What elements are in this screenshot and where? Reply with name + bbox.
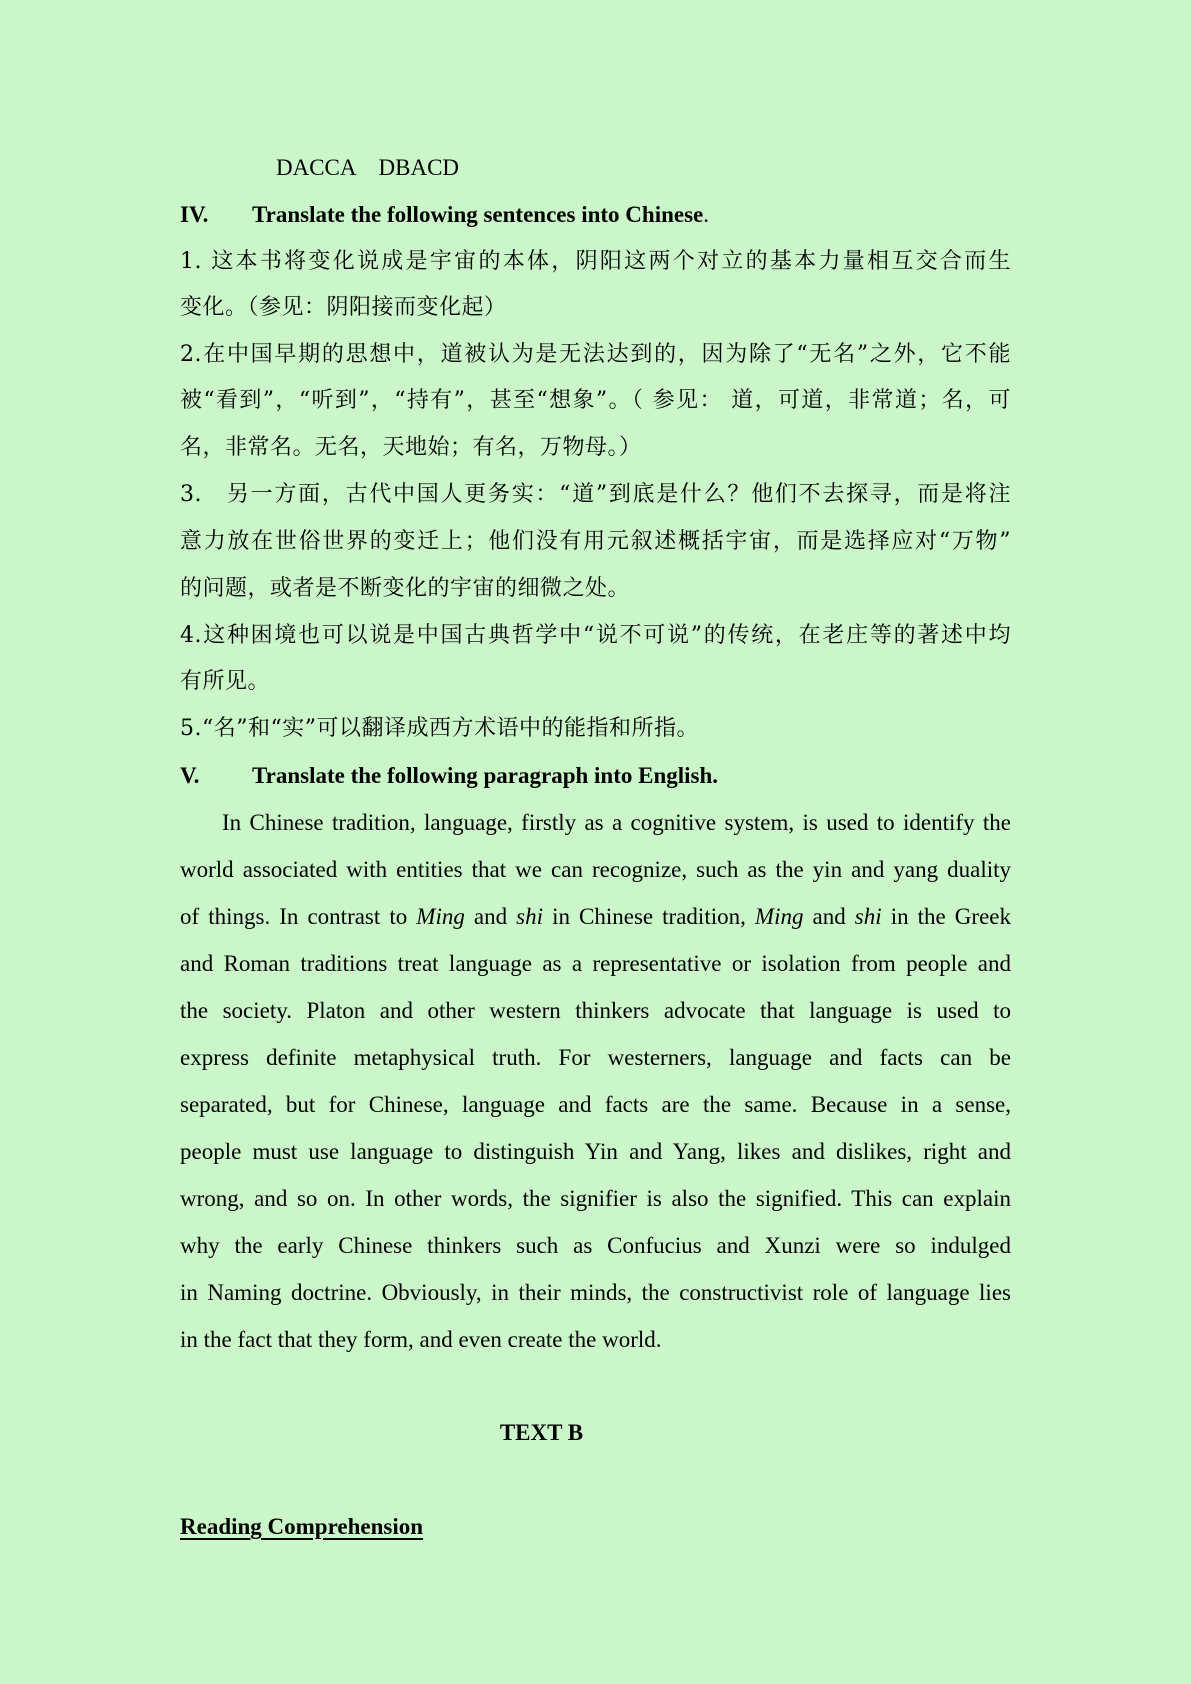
italic-term: Ming — [416, 904, 465, 929]
section-iv-number: IV. — [180, 202, 209, 227]
section-v-number: V. — [180, 763, 200, 788]
paragraph-line-5: the society. Platon and other western thinkers advocate that language is used to — [180, 998, 1011, 1023]
cn-line-1: 1. 这本书将变化说成是宇宙的本体，阴阳这两个对立的基本力量相互交合而生 — [180, 249, 1011, 274]
cn-line-9: 4.这种困境也可以说是中国古典哲学中“说不可说”的传统，在老庄等的著述中均 — [180, 623, 1011, 648]
section-iv-title: Translate the following sentences into Chinese — [252, 202, 704, 227]
answer-group-1: DACCA — [276, 155, 357, 180]
cn-line-11: 5.“名”和“实”可以翻译成西方术语中的能指和所指。 — [180, 716, 699, 741]
cn-line-10: 有所见。 — [180, 669, 271, 694]
cn-line-7: 意力放在世俗世界的变迁上；他们没有用元叙述概括宇宙，而是选择应对“万物” — [180, 529, 1011, 554]
cn-line-6: 3. 另一方面，古代中国人更务实：“道”到底是什么？他们不去探寻，而是将注 — [180, 482, 1011, 507]
reading-comprehension-label: Reading Comprehension — [180, 1514, 424, 1539]
section-iv-period: . — [703, 202, 710, 227]
section-iv-heading — [180, 200, 1011, 230]
paragraph-line-4: and Roman traditions treat language as a representative or isolation from people and — [180, 951, 1011, 976]
paragraph-line-12: in the fact that they form, and even create the world. — [180, 1327, 662, 1352]
text-b-title: TEXT B — [499, 1420, 584, 1445]
section-v-heading — [180, 761, 1011, 791]
paragraph-text: and — [803, 904, 855, 929]
italic-term: Ming — [754, 904, 804, 929]
paragraph-line-9: wrong, and so on. In other words, the signifier is also the signified. This can explain — [180, 1186, 1011, 1211]
italic-term: shi — [854, 904, 882, 929]
cn-line-8: 的问题，或者是不断变化的宇宙的细微之处。 — [180, 576, 631, 601]
answer-key — [276, 153, 459, 183]
paragraph-line-10: why the early Chinese thinkers such as Confucius and Xunzi were so indulged — [180, 1233, 1011, 1258]
paragraph-text: in Chinese tradition, — [543, 904, 755, 929]
paragraph-line-8: people must use language to distinguish Yin and Yang, likes and dislikes, right and — [180, 1139, 1011, 1164]
cn-line-5: 名，非常名。无名，天地始；有名，万物母。） — [180, 435, 642, 460]
reading-comprehension-heading — [180, 1512, 1011, 1542]
paragraph-line-2: world associated with entities that we can recognize, such as the yin and yang duality — [180, 857, 1011, 882]
cn-line-2: 变化。（参见：阴阳接而变化起） — [180, 295, 507, 320]
paragraph-text: and — [464, 904, 517, 929]
paragraph-line-1: In Chinese tradition, language, firstly as a cognitive system, is used to identify the — [222, 810, 1011, 835]
cn-line-3: 2.在中国早期的思想中，道被认为是无法达到的，因为除了“无名”之外，它不能 — [180, 342, 1011, 367]
answer-group-2: DBACD — [378, 155, 460, 180]
paragraph-line-7: separated, but for Chinese, language and facts are the same. Because in a sense, — [180, 1092, 1011, 1117]
paragraph-line-3 — [180, 902, 1011, 932]
paragraph-line-6: express definite metaphysical truth. For westerners, language and facts can be — [180, 1045, 1011, 1070]
section-v-title: Translate the following paragraph into English. — [252, 763, 719, 788]
italic-term: shi — [516, 904, 544, 929]
paragraph-text: in the Greek — [881, 904, 1011, 929]
cn-line-4: 被“看到”，“听到”，“持有”，甚至“想象”。（ 参见： 道，可道，非常道；名，可 — [180, 388, 1011, 413]
paragraph-text: of things. In contrast to — [180, 904, 417, 929]
paragraph-line-11: in Naming doctrine. Obviously, in their minds, the constructivist role of language lies — [180, 1280, 1011, 1305]
